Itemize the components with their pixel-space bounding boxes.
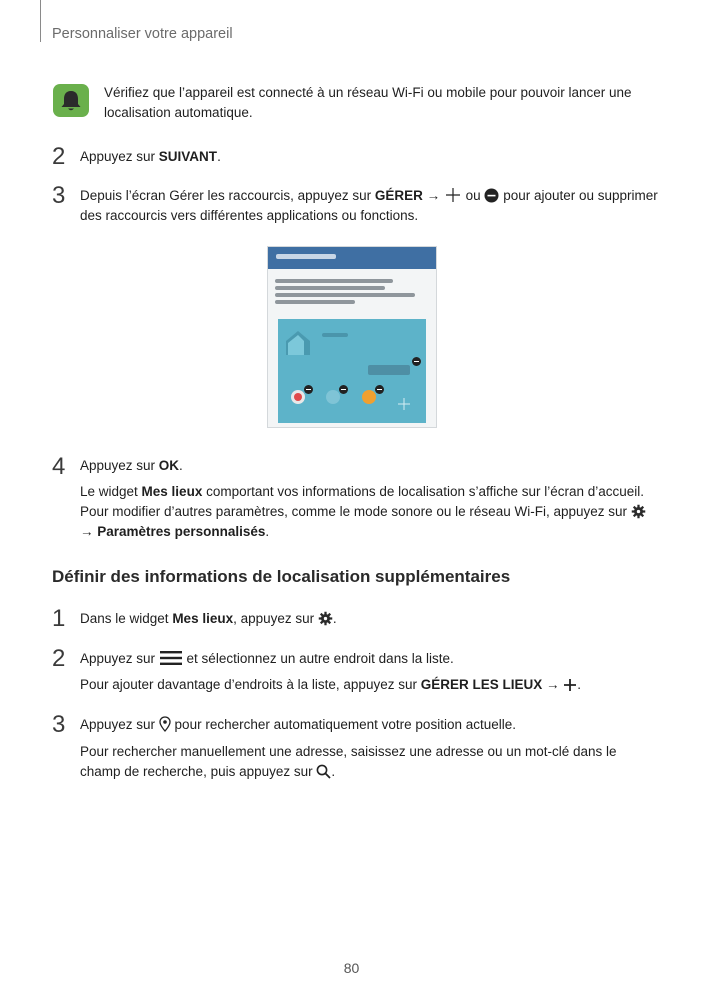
home-illustration-icon [284,327,312,357]
search-icon [316,764,331,779]
blur-line [275,286,385,290]
blur-line [275,300,355,304]
location-pin-icon [159,716,171,732]
step-text: Appuyez sur SUIVANT. [80,149,221,164]
blur-line [275,293,415,297]
remove-icon [484,188,499,203]
page-header: Personnaliser votre appareil [52,26,233,42]
screenshot-title-bar [268,247,436,269]
add-icon [444,187,462,203]
step-text: Appuyez sur pour rechercher automatiquement votre position actuelle. [80,717,516,732]
app-shortcut-icon [294,393,302,401]
step-number: 1 [52,605,66,632]
step-number: 3 [52,182,66,209]
blur-line [322,333,348,337]
menu-icon [159,650,183,666]
add-shortcut-icon [397,397,411,411]
add-icon [563,678,577,692]
gear-icon [318,611,333,626]
step-text: Dans le widget Mes lieux, appuyez sur . [80,611,337,626]
gear-icon [631,504,646,519]
step-number: 4 [52,453,66,480]
widget-button [368,365,410,375]
step-detail: Le widget Mes lieux comportant vos informations de localisation s’affiche sur l’écran d’accueil. Pour modifier d’autres paramètres, comme le mode sonore ou le réseau Wi-Fi, appuyez sur → Paramètres personnalisés. [80,484,645,539]
remove-badge-icon [304,385,313,394]
page-number: 80 [343,960,360,976]
step-text: Appuyez sur OK. [80,458,183,473]
step-text: Appuyez sur et sélectionnez un autre endroit dans la liste. [80,651,454,666]
widget-preview [278,319,426,423]
remove-badge-icon [375,385,384,394]
section-title: Définir des informations de localisation supplémentaires [52,567,511,586]
app-shortcut-icon [326,390,340,404]
bell-icon [53,84,89,117]
blur-line [275,279,393,283]
step-detail: Pour rechercher manuellement une adresse, saisissez une adresse ou un mot-clé dans le champ de recherche, puis appuyez sur . [80,744,617,779]
step-number: 2 [52,143,66,170]
app-shortcut-icon [362,390,376,404]
remove-badge-icon [339,385,348,394]
step-number: 2 [52,645,66,672]
screenshot-illustration [267,246,437,428]
step-detail: Pour ajouter davantage d’endroits à la liste, appuyez sur GÉRER LES LIEUX → . [80,677,582,692]
note-text: Vérifiez que l’appareil est connecté à un réseau Wi-Fi ou mobile pour pouvoir lancer une localisation automatique. [104,85,632,120]
step-number: 3 [52,711,66,738]
remove-badge-icon [412,357,421,366]
step-text: Depuis l’écran Gérer les raccourcis, appuyez sur GÉRER → ou pour ajouter ou supprimer des raccourcis vers différentes applications ou fonctions. [80,188,658,223]
header-rule [40,0,41,42]
